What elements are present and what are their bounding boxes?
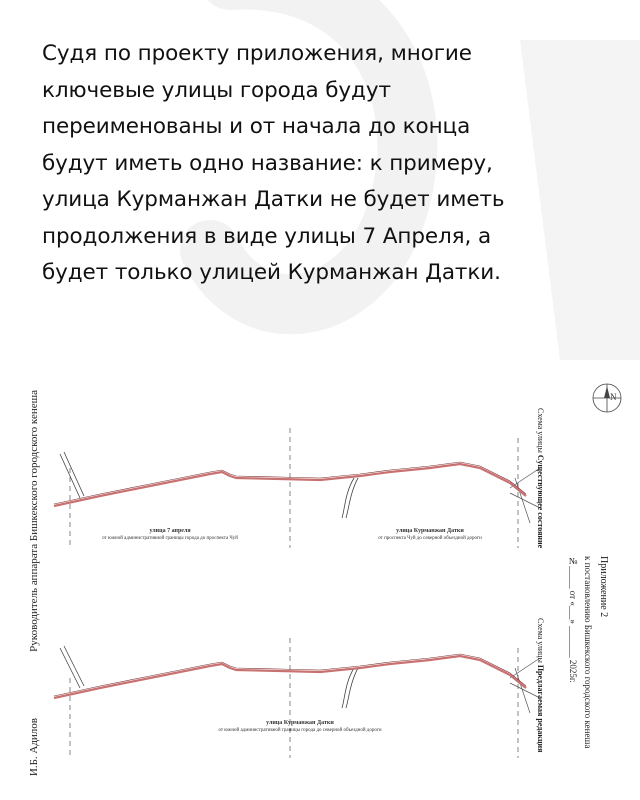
headline-line: Судя по проекту приложения, многие xyxy=(42,41,472,66)
compass-label: N xyxy=(610,392,617,402)
appendix-line3: №_____ от «___» _______ 2025г. xyxy=(568,556,578,683)
label-street-name: улица Курманжан Датки xyxy=(266,720,334,726)
headline-line: переименованы и от начала до конца xyxy=(42,114,471,139)
headline-line: улица Курманжан Датки не будет иметь xyxy=(42,187,505,212)
headline-line: ключевые улицы города будут xyxy=(42,77,391,103)
label-street-name: улица 7 апреля xyxy=(149,528,191,534)
label-street-name: улица Курманжан Датки xyxy=(396,528,464,534)
left-signature: И.Б. Адилов xyxy=(28,718,40,777)
street-scheme-drawing xyxy=(40,378,640,800)
label-street-desc: от южной административной границы города до проспекта Чуй xyxy=(102,536,238,541)
label-street-desc: от проспекта Чуй до северной объездной дороги xyxy=(378,536,482,541)
scheme-document xyxy=(20,378,640,800)
headline-line: будут иметь одно название: к примеру, xyxy=(42,150,493,176)
headline-text xyxy=(42,36,602,292)
appendix-line1: Приложение 2 xyxy=(598,556,609,618)
headline-line: продолжения в виде улицы 7 Апреля, а xyxy=(42,223,492,249)
scheme-title-proposed: Схема улицы Предлагаемая редакция xyxy=(536,618,545,753)
label-street-desc: от южной административной границы города до северной объездной дороги xyxy=(218,728,382,733)
headline-line: будет только улицей Курманжан Датки. xyxy=(42,260,501,285)
scheme-title-current: Схема улицы Существующее состояние xyxy=(536,408,545,549)
scheme-proposed xyxy=(54,638,540,758)
left-title: Руководитель аппарата Бишкекского городского кенеша xyxy=(28,390,40,652)
appendix-line2: к постановлению Бишкекского городского кенеша xyxy=(583,556,593,749)
